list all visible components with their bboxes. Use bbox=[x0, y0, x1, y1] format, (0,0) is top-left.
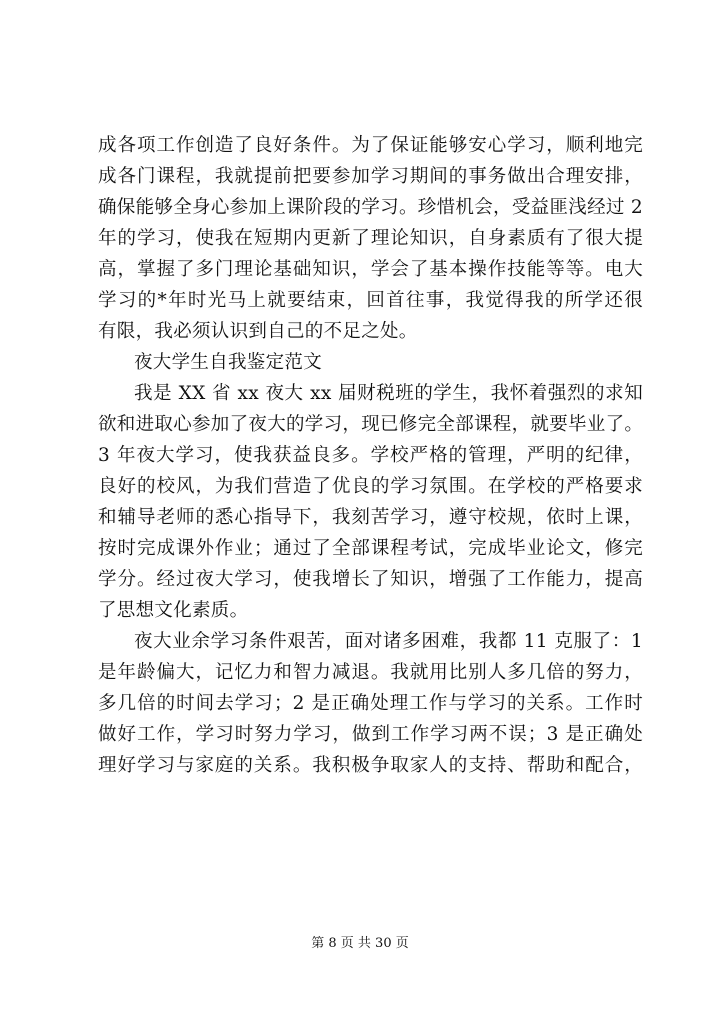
text-line: 按时完成课外作业；通过了全部课程考试，完成毕业论文，修完 bbox=[98, 538, 643, 559]
text-line: 学分。经过夜大学习，使我增长了知识，增强了工作能力，提高 bbox=[98, 569, 643, 590]
text-line: 和辅导老师的悉心指导下，我刻苦学习，遵守校规，依时上课， bbox=[98, 507, 643, 528]
text-line: 3 年夜大学习，使我获益良多。学校严格的管理，严明的纪律， bbox=[98, 445, 643, 466]
text-line: 我是 XX 省 xx 夜大 xx 届财税班的学生，我怀着强烈的求知 bbox=[134, 383, 643, 404]
text-line: 夜大业余学习条件艰苦，面对诸多困难，我都 11 克服了：1 bbox=[134, 631, 643, 652]
text-line: 理好学习与家庭的关系。我积极争取家人的支持、帮助和配合， bbox=[98, 755, 643, 776]
text-line: 成各项工作创造了良好条件。为了保证能够安心学习，顺利地完 bbox=[98, 135, 643, 156]
text-line: 学习的*年时光马上就要结束，回首往事，我觉得我的所学还很 bbox=[98, 290, 643, 311]
text-line: 做好工作，学习时努力学习，做到工作学习两不误；3 是正确处 bbox=[98, 724, 643, 745]
text-line: 多几倍的时间去学习；2 是正确处理工作与学习的关系。工作时 bbox=[98, 693, 643, 714]
text-line: 欲和进取心参加了夜大的学习，现已修完全部课程，就要毕业了。 bbox=[98, 414, 644, 435]
document-body bbox=[98, 130, 643, 781]
text-line: 是年龄偏大，记忆力和智力减退。我就用比别人多几倍的努力， bbox=[98, 662, 643, 683]
text-line: 良好的校风，为我们营造了优良的学习氛围。在学校的严格要求 bbox=[98, 476, 643, 497]
section-heading: 夜大学生自我鉴定范文 bbox=[134, 352, 323, 373]
text-line: 高，掌握了多门理论基础知识，学会了基本操作技能等等。电大 bbox=[98, 259, 643, 280]
text-line: 有限，我必须认识到自己的不足之处。 bbox=[98, 321, 418, 342]
text-line: 年的学习，使我在短期内更新了理论知识，自身素质有了很大提 bbox=[98, 228, 643, 249]
text-line: 确保能够全身心参加上课阶段的学习。珍惜机会，受益匪浅经过 2 bbox=[98, 197, 643, 218]
text-line: 成各门课程，我就提前把要参加学习期间的事务做出合理安排， bbox=[98, 166, 643, 187]
paragraph-1 bbox=[98, 130, 643, 347]
page-indicator: 第 8 页 共 30 页 bbox=[311, 936, 409, 951]
paragraph-2 bbox=[98, 378, 643, 626]
text-line: 了思想文化素质。 bbox=[98, 600, 249, 621]
paragraph-3 bbox=[98, 626, 643, 781]
